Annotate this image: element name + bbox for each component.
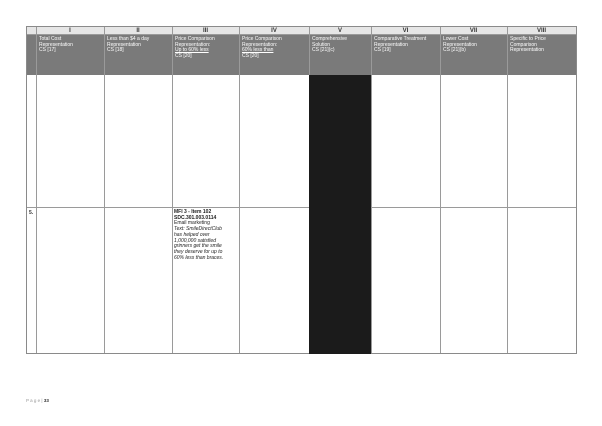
grid-line <box>371 27 372 353</box>
redacted-column <box>309 75 371 354</box>
quote-line: they deserve for up to <box>174 248 223 255</box>
col-numeral-vi: VI <box>371 27 440 35</box>
col-numeral-iii: III <box>172 27 239 35</box>
row-divider <box>27 207 576 208</box>
cell-entry-price-comparison <box>174 210 234 261</box>
grid-line <box>440 27 441 353</box>
col-numeral-v: V <box>309 27 371 35</box>
quote-line: grinners get the smile <box>174 243 222 250</box>
header-price-comparison-up-to: Price Comparison Representation: Up to 60% less CS [20] <box>172 35 239 75</box>
header-comprehensive-solution: Comprehensive Solution CS [21](c) <box>309 35 371 75</box>
header-price-comparison-less-than: Price Comparison Representation: 60% less than CS [20] <box>239 35 309 75</box>
grid-line <box>172 27 173 353</box>
page-footer <box>26 398 49 403</box>
page-number: 33 <box>43 398 49 403</box>
col-numeral-ii: II <box>104 27 172 35</box>
header-less-than-4-a-day: Less than $4 a day Representation CS [18] <box>104 35 172 75</box>
col-numeral-vii: VII <box>440 27 507 35</box>
grid-line <box>104 27 105 353</box>
channel-label: Email marketing <box>174 220 210 227</box>
header-corner <box>27 35 36 75</box>
row-number: 5. <box>29 210 34 216</box>
grid-line <box>36 27 37 353</box>
col-numeral-iv: IV <box>239 27 309 35</box>
item-reference: MFI 3 - Item 102 <box>174 209 212 215</box>
quote-line: has helped over <box>174 231 210 238</box>
header-comparative-treatment: Comparative Treatment Representation CS [19] <box>371 35 440 75</box>
header-lower-cost: Lower Cost Representation CS [21](b) <box>440 35 507 75</box>
quote-line: 60% less than braces. <box>174 254 224 261</box>
quote-line: 1,000,000 satisfied <box>174 237 216 244</box>
col-numeral-i: I <box>36 27 104 35</box>
corner-cell <box>27 27 36 35</box>
document-id: SDC.301.003.0114 <box>174 214 217 221</box>
comparison-table <box>26 26 577 354</box>
quote-line: Text: SmileDirectClub <box>174 226 222 233</box>
grid-line <box>239 27 240 353</box>
grid-line <box>507 27 508 353</box>
col-numeral-viii: VIII <box>507 27 576 35</box>
header-specific-to-price: Specific to Price Comparison Representation <box>507 35 576 75</box>
header-total-cost: Total Cost Representation CS [17] <box>36 35 104 75</box>
page-label: P a g e | <box>26 398 43 403</box>
